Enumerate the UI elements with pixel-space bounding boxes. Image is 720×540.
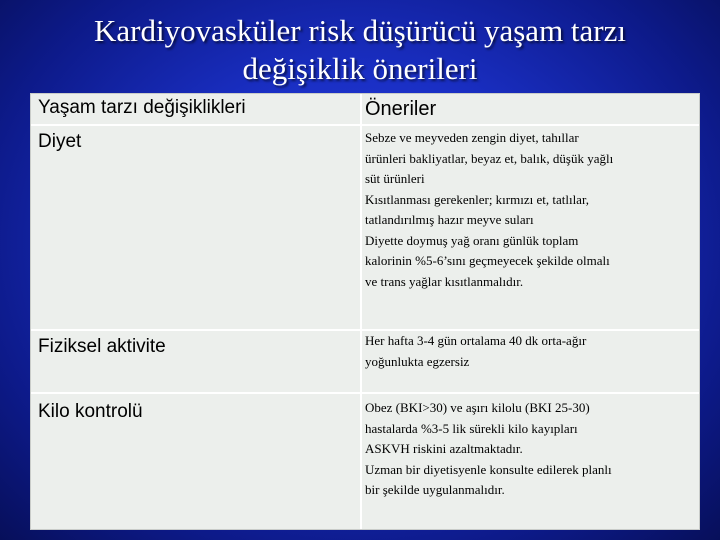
- slide-title: [0, 12, 720, 88]
- diet-line: tatlandırılmış hazır meyve suları: [365, 212, 534, 227]
- slide-title-line-1: Kardiyovasküler risk düşürücü yaşam tarzı: [93, 13, 626, 48]
- row-divider: [31, 392, 699, 394]
- weight-control-line: Uzman bir diyetisyenle konsulte edilerek planlı: [365, 461, 612, 477]
- diet-line: ve trans yağlar kısıtlanmalıdır.: [365, 273, 524, 289]
- row-divider: [31, 124, 699, 126]
- row-text-weight-control: [365, 398, 695, 501]
- slide-title-line-2: değişiklik önerileri: [242, 51, 478, 86]
- column-divider: [360, 94, 362, 529]
- diet-line: kalorinin %5-6’sını geçmeyecek şekilde olmalı: [365, 253, 610, 268]
- row-label-diet: Diyet: [38, 131, 82, 152]
- row-label-physical-activity: Fiziksel aktivite: [38, 336, 166, 357]
- recommendations-table: [30, 93, 700, 530]
- weight-control-line: Obez (BKI>30) ve aşırı kilolu (BKI 25-30): [365, 400, 590, 415]
- diet-line: Kısıtlanması gerekenler; kırmızı et, tatlılar,: [365, 191, 590, 207]
- diet-line: Sebze ve meyveden zengin diyet, tahıllar: [365, 130, 579, 145]
- header-recommendations: Öneriler: [365, 98, 437, 120]
- physical-activity-line: Her hafta 3-4 gün ortalama 40 dk orta-ağır: [365, 333, 587, 348]
- weight-control-line: ASKVH riskini azaltmaktadır.: [365, 441, 523, 456]
- header-lifestyle-changes: Yaşam tarzı değişiklikleri: [38, 97, 246, 118]
- weight-control-line: hastalarda %3-5 lik sürekli kilo kayıpları: [365, 420, 578, 436]
- weight-control-line: bir şekilde uygulanmalıdır.: [365, 482, 505, 497]
- diet-line: Diyette doymuş yağ oranı günlük toplam: [365, 232, 579, 248]
- diet-line: süt ürünleri: [365, 171, 425, 186]
- row-label-weight-control: Kilo kontrolü: [38, 401, 143, 422]
- row-text-physical-activity: [365, 331, 695, 372]
- physical-activity-line: yoğunlukta egzersiz: [365, 353, 470, 369]
- diet-line: ürünleri bakliyatlar, beyaz et, balık, düşük yağlı: [365, 150, 614, 166]
- row-text-diet: [365, 128, 695, 292]
